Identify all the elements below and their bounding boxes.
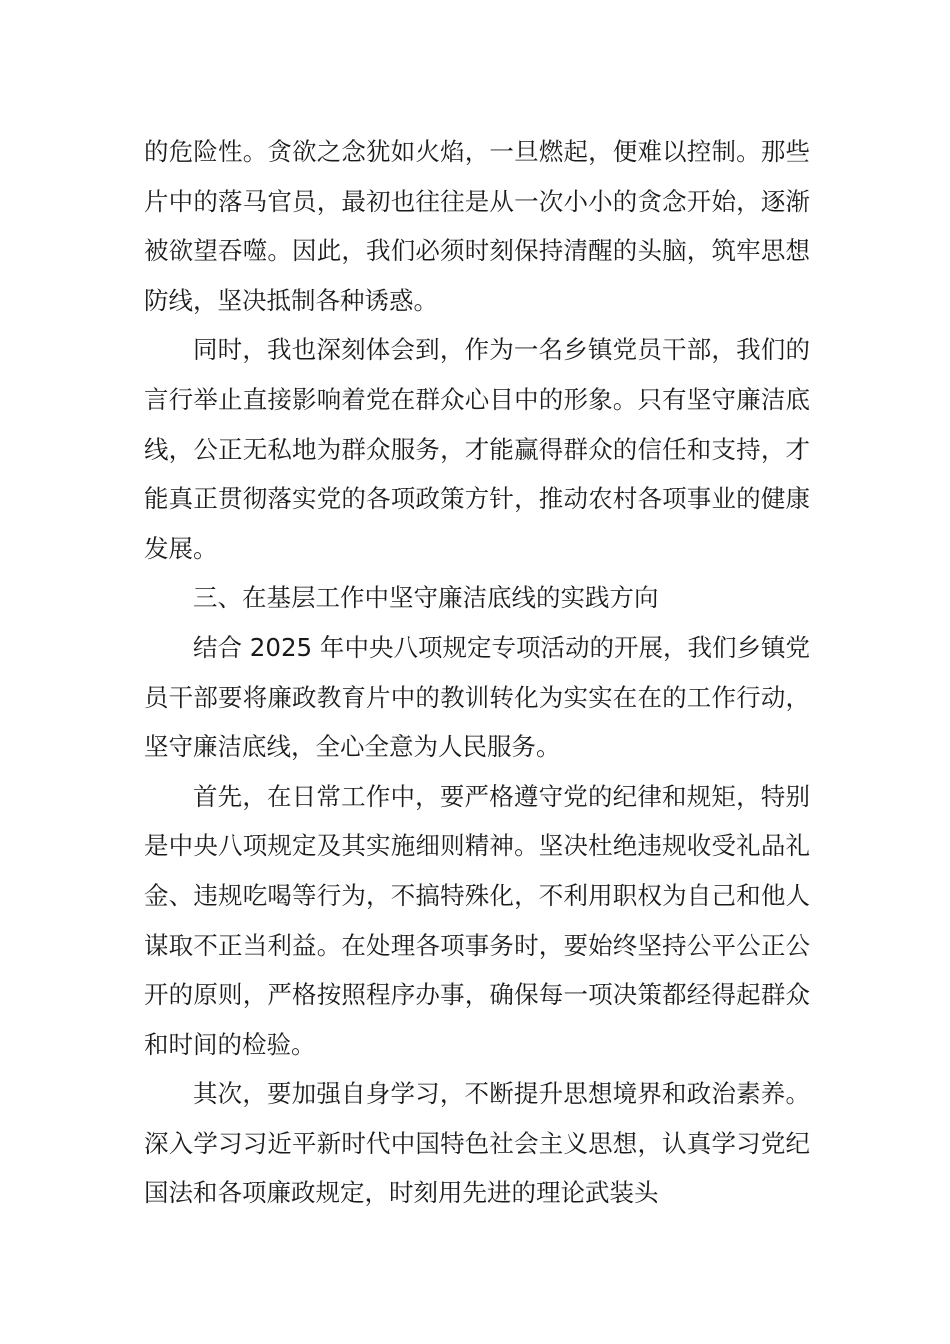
paragraph: 同时，我也深刻体会到，作为一名乡镇党员干部，我们的言行举止直接影响着党在群众心目中的形象。只有坚守廉洁底线，公正无私地为群众服务，才能赢得群众的信任和支持，才能真正贯彻落实党的各项政策方针，推动农村各项事业的健康发展。 (144, 335, 810, 563)
paragraph: 其次，要加强自身学习，不断提升思想境界和政治素养。深入学习习近平新时代中国特色社会主义思想，认真学习党纪国法和各项廉政规定，时刻用先进的理论武装头 (144, 1079, 810, 1208)
paragraph-continuation: 的危险性。贪欲之念犹如火焰，一旦燃起，便难以控制。那些片中的落马官员，最初也往往是从一次小小的贪念开始，逐渐被欲望吞噬。因此，我们必须时刻保持清醒的头脑，筑牢思想防线，坚决抵制各种诱惑。 (144, 137, 810, 315)
paragraph: 结合 2025 年中央八项规定专项活动的开展，我们乡镇党员干部要将廉政教育片中的教训转化为实实在在的工作行动，坚守廉洁底线，全心全意为人民服务。 (144, 632, 810, 762)
section-heading: 三、在基层工作中坚守廉洁底线的实践方向 (193, 583, 659, 613)
document-body (144, 127, 810, 1218)
paragraph: 首先，在日常工作中，要严格遵守党的纪律和规矩，特别是中央八项规定及其实施细则精神。坚决杜绝违规收受礼品礼金、违规吃喝等行为，不搞特殊化，不利用职权为自己和他人谋取不正当利益。在处理各项事务时，要始终坚持公平公正公开的原则，严格按照程序办事，确保每一项决策都经得起群众和时间的检验。 (144, 781, 810, 1059)
